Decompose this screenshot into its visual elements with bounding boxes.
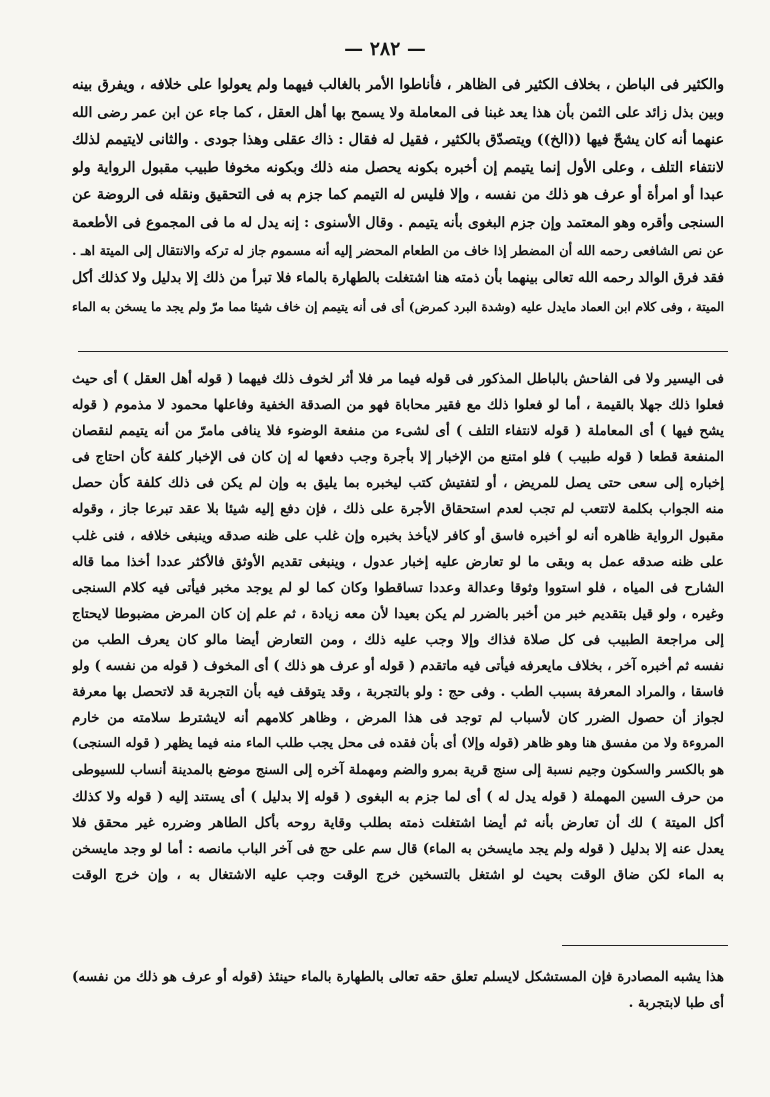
commentary-line: على ظنه صدقه عمل به وبقى ما لو تعارض عليه إخبار عدول ، وينبغى تقديم الأوثق فالأكثر عددا أخذا مما قاله [72, 553, 724, 570]
page-number: — ٢٨٢ — [344, 38, 426, 60]
commentary-line: يعدل عنه إلا بدليل ( قوله ولم يجد مايسخن به الماء) قال سم على حج فى آخر الباب مانصه : أما لو وجد مايسخن [72, 840, 724, 857]
commentary-line: به الماء لكن ضاق الوقت بحيث لو اشتغل بالتسخين خرج الوقت وجب عليه الاشتغال به ، وإن خرج الوقت [72, 866, 724, 883]
main-text-line: فقد فرق الوالد رحمه الله تعالى بينهما بأن ذمته هنا اشتغلت بالطهارة بالماء فلا تبرأ من ذلك إلا بدليل ولا كذلك أكل [72, 270, 724, 287]
footnote-text [72, 964, 724, 1016]
commentary-line: يشح فيها ) أى المعاملة ( قوله لانتفاء التلف ) أى لشىء من منفعة الوضوء فلا ينافى مامرّ من أنه يتيمم لنقصان [72, 423, 724, 440]
commentary-text [72, 366, 724, 888]
commentary-line: فى اليسير ولا فى الفاحش بالباطل المذكور فى قوله فيما مر فلا أثر لخوف ذلك فيهما ( قوله أهل العقل ) أى حيث [72, 371, 724, 387]
commentary-line: الشارح فى المياه ، فلو استووا وثوقا وعدالة وعددا تساقطوا وكان كما لو لم يوجد مخبر فيأتى فيه كلام السنجى [72, 579, 724, 596]
commentary-line: إخباره إلى سعى حتى يصل للمريض ، أو لتفتيش كتب ليخبره بما يليق به وإن لم يكن فى ذلك كلفة كأن حصل [72, 475, 724, 492]
commentary-line: إلى مراجعة الطبيب فى كل صلاة فذاك وإلا وجب عليه ذلك ، ومن التعارض أيضا مالو كان يعرف الطب من [72, 631, 724, 648]
commentary-line: نفسه ثم أخبره آخر ، بخلاف مايعرفه فيأتى فيه ماتقدم ( قوله أو عرف هو ذلك ) أى المخوف ( قوله من نفسه ) ولو [72, 658, 724, 675]
footnote-line: هذا يشبه المصادرة فإن المستشكل لايسلم تعلق حقه تعالى بالطهارة بالماء حينئذ (قوله أو عرف هو ذلك من نفسه) [72, 969, 724, 985]
commentary-line: المنفعة قطعا ( قوله طبيب ) فلو امتنع من الإخبار إلا بأجرة وجب دفعها له إن كان فى الإخبار كلفة كأن احتاج فى [72, 449, 724, 466]
commentary-line: منه الجواب بكلمة لاتتعب لم تجب لعدم استحقاق الأجرة على ذلك ، فإن دفع إليه شيئا بلا عقد تبرعا جاز ، وقوله [72, 501, 724, 518]
footnote-line: أى طبا لابتجربة . [628, 995, 724, 1011]
main-text-line: والكثير فى الباطن ، بخلاف الكثير فى الظاهر ، فأناطوا الأمر بالغالب فيهما ولم يعولوا على خلافه ، ويفرق بينه [72, 77, 724, 93]
commentary-line: مقبول الرواية ظاهره أنه لو أخبره فاسق أو كافر لايأخذ بخبره وإن غلب على ظنه صدقه وينبغى خلافه ، فنى غلب [72, 527, 724, 544]
main-text-line: السنجى وأقره وهو المعتمد وإن جزم البغوى بأنه يتيمم . وقال الأسنوى : إنه يدل له ما فى المجموع فى الأطعمة [72, 214, 724, 231]
main-text-line: عن نص الشافعى رحمه الله أن المضطر إذا خاف من الطعام المحضر إليه أنه مسموم جاز له تركه والانتقال إلى الميتة اهـ . [72, 243, 724, 259]
main-text-line: عبدا أو امرأة أو عرف هو ذلك من نفسه ، وإلا فليس له التيمم كما جزم به فى التحقيق ونقله فى الروضة عن [72, 187, 724, 204]
commentary-line: وغيره ، ولو قيل بتقديم خبر من أخبر بالضرر لم يكن بعيدا لأن معه زيادة ، ثم علم إن كان المرض مضبوطا لايحتاج [72, 605, 724, 622]
commentary-line: أكل الميتة ) لك أن تعارض بأنه ثم أيضا اشتغلت ذمته بطلب وقاية روحه بأكل الطاهر وضرره غير محقق فلا [72, 814, 724, 831]
commentary-line: من حرف السين المهملة ( قوله يدل له ) أى لما جزم به البغوى ( قوله إلا بدليل ) أى يستند إليه ( قوله ولا كذلك [72, 788, 724, 805]
footnote-divider [562, 945, 728, 946]
section-divider [78, 351, 728, 352]
main-text-line: لانتفاء التلف ، وعلى الأول إنما يتيمم إن أخبره بكونه يحصل منه ذلك وبكونه مخوفا طبيب مقبول الرواية ولو [72, 159, 724, 176]
commentary-line: فعلوا ذلك جهلا بالقيمة ، أما لو فعلوا ذلك مع فقير محاباة فهو من الصدقة الخفية وفاعلها محمود لا مذموم ( قوله [72, 397, 724, 414]
main-text-line: الميتة ، وفى كلام ابن العماد مايدل عليه (وشدة البرد كمرض) أى فى أنه يتيمم إن خاف شيئا مما مرّ ولم يجد ما يسخن به الماء [72, 298, 724, 314]
commentary-line: لجواز أن حصول الضرر كان لأسباب لم توجد فى هذا المرض ، وظاهر كلامهم أنه لايشترط سلامته من خارم [72, 710, 724, 727]
main-text-line: وبين بذل زائد على الثمن بأن هذا يعد غبنا فى المعاملة ولا يسمح بها أهل العقل ، كما جاء عن ابن عمر رضى الله [72, 104, 724, 121]
commentary-line: فاسقا ، والمراد المعرفة بسبب الطب . وفى حج : ولو بالتجربة ، وقد يتوقف فيه بأن التجربة قد لاتحصل بها معرفة [72, 684, 724, 701]
main-text [72, 72, 724, 320]
commentary-line: هو بالكسر والسكون وجيم نسبة إلى سنج قرية بمرو والضم ومهملة آخره إلى السنج موضع بالمدينة أنساب للسيوطى [72, 762, 724, 779]
commentary-line: المروءة ولا من مفسق هنا وهو ظاهر (قوله وإلا) أى بأن فقده فى محل يجب طلب الماء منه فيما يظهر ( قوله السنجى) [72, 736, 724, 752]
main-text-line: عنهما أنه كان يشحّ فيها ((الخ)) ويتصدّق بالكثير ، فقيل له فقال : ذاك عقلى وهذا جودى . والثانى لايتيمم لذلك [72, 132, 724, 149]
